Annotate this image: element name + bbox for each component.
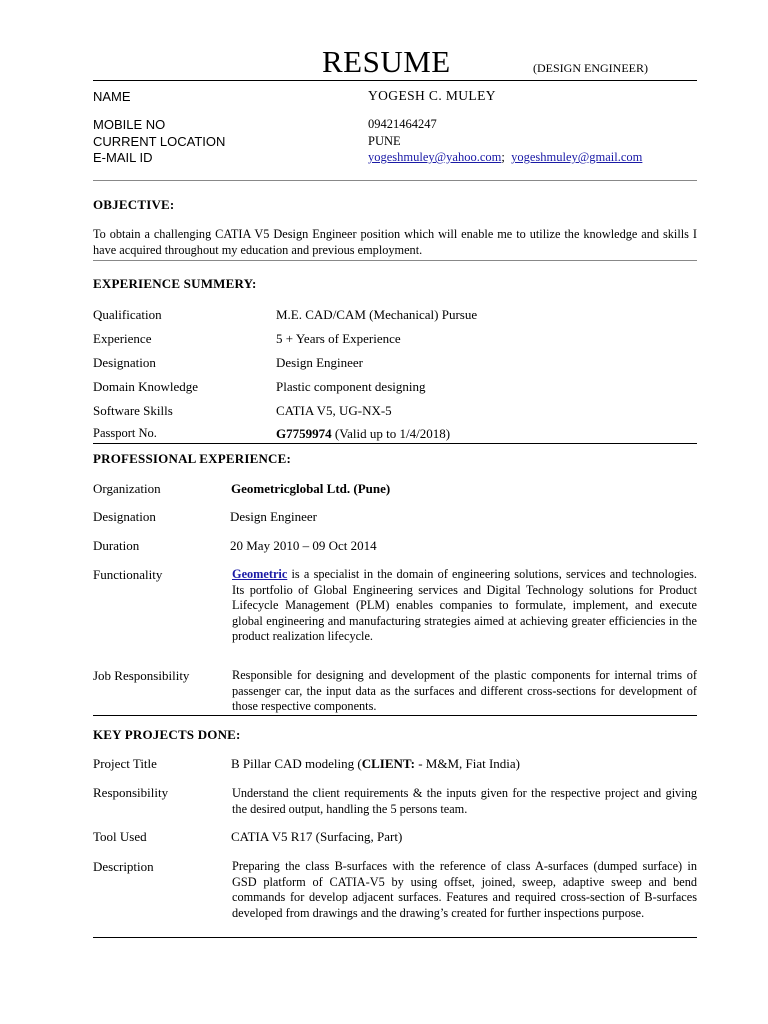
- objective-text: To obtain a challenging CATIA V5 Design Engineer position which will enable me to utilize the knowledge and skills I have acquired throughout my education and previous employment.: [93, 227, 697, 257]
- objective-rule: [93, 260, 697, 261]
- functionality-label: Functionality: [93, 567, 163, 582]
- header-rule: [93, 80, 697, 81]
- email-link-gmail[interactable]: yogeshmuley@gmail.com: [511, 150, 643, 164]
- summary-value-qualification: M.E. CAD/CAM (Mechanical) Pursue: [276, 307, 478, 322]
- designation-label: Designation: [93, 509, 156, 524]
- client-label: CLIENT:: [361, 756, 415, 771]
- summary-label-passport: Passport No.: [93, 426, 157, 440]
- summary-rule: [93, 443, 697, 444]
- summary-label-qualification: Qualification: [93, 307, 162, 322]
- summary-label-software: Software Skills: [93, 403, 173, 418]
- professional-rule: [93, 715, 697, 716]
- project-responsibility-label: Responsibility: [93, 785, 169, 800]
- project-title-prefix: B Pillar CAD modeling (: [231, 756, 362, 771]
- duration-value: 20 May 2010 – 09 Oct 2014: [230, 538, 377, 553]
- organization-label: Organization: [93, 481, 161, 496]
- job-responsibility-label: Job Responsibility: [93, 668, 190, 683]
- summary-value-passport: [276, 426, 450, 442]
- mobile-value: 09421464247: [368, 117, 437, 131]
- email-link-yahoo[interactable]: yogeshmuley@yahoo.com: [368, 150, 502, 164]
- description-text: Preparing the class B-surfaces with the reference of class A-surfaces (dumped surface) in GSD platform of CATIA-V5 by using offset, joined, sweep, adaptive sweep and bend commands for develop adjacent surfaces. Features and required cross-section of B-surfaces developed from drawings and the drawing’s created for further inspections purpose.: [232, 859, 697, 920]
- name-value: YOGESH C. MULEY: [368, 88, 496, 103]
- location-label: CURRENT LOCATION: [93, 134, 226, 149]
- project-title-label: Project Title: [93, 756, 157, 771]
- passport-number: G7759974: [276, 426, 332, 441]
- summary-value-domain: Plastic component designing: [276, 379, 426, 394]
- email-values: [368, 150, 642, 165]
- experience-summary-heading: EXPERIENCE SUMMERY:: [93, 276, 257, 291]
- mobile-label: MOBILE NO: [93, 117, 166, 132]
- personal-rule: [93, 180, 697, 181]
- geometric-link[interactable]: Geometric: [232, 567, 288, 581]
- summary-value-designation: Design Engineer: [276, 355, 364, 370]
- summary-label-experience: Experience: [93, 331, 152, 346]
- functionality-text: [232, 567, 697, 645]
- project-responsibility-text: Understand the client requirements & the inputs given for the respective project and giving the desired output, handling the 5 persons team.: [232, 786, 697, 816]
- name-label: NAME: [93, 89, 131, 104]
- email-label: E-MAIL ID: [93, 150, 153, 165]
- professional-experience-heading: PROFESSIONAL EXPERIENCE:: [93, 451, 292, 466]
- summary-label-designation: Designation: [93, 355, 156, 370]
- passport-validity: (Valid up to 1/4/2018): [334, 426, 451, 441]
- project-title-value: [231, 756, 520, 772]
- organization-value: Geometricglobal Ltd. (Pune): [231, 481, 391, 496]
- job-responsibility-text: Responsible for designing and development of the plastic components for internal trims of passenger car, the input data as the surfaces and different cross-sections for development of those respective components.: [232, 668, 697, 714]
- email-separator: ;: [501, 150, 505, 164]
- summary-value-experience: 5 + Years of Experience: [276, 331, 401, 346]
- tool-used-label: Tool Used: [93, 829, 147, 844]
- location-value: PUNE: [368, 134, 401, 148]
- resume-title: RESUME: [322, 44, 451, 79]
- functionality-description: is a specialist in the domain of engineering solutions, services and technologies. Its portfolio of Global Engineering services and Digital Technology solutions for Product Lifecycle Management (PLM) enables companies to formulate, implement, and execute global engineering and manufacturing strategies aimed at achieving greater efficiencies in the product realization lifecycle.: [232, 567, 697, 644]
- designation-value: Design Engineer: [230, 509, 318, 524]
- description-label: Description: [93, 859, 154, 874]
- key-projects-heading: KEY PROJECTS DONE:: [93, 727, 241, 742]
- objective-heading: OBJECTIVE:: [93, 197, 175, 212]
- client-value: - M&M, Fiat India): [414, 756, 521, 771]
- summary-label-domain: Domain Knowledge: [93, 379, 199, 394]
- projects-rule: [93, 937, 697, 938]
- summary-value-software: CATIA V5, UG-NX-5: [276, 403, 392, 418]
- tool-used-value: CATIA V5 R17 (Surfacing, Part): [231, 829, 403, 844]
- resume-subtitle: (DESIGN ENGINEER): [533, 61, 648, 75]
- duration-label: Duration: [93, 538, 140, 553]
